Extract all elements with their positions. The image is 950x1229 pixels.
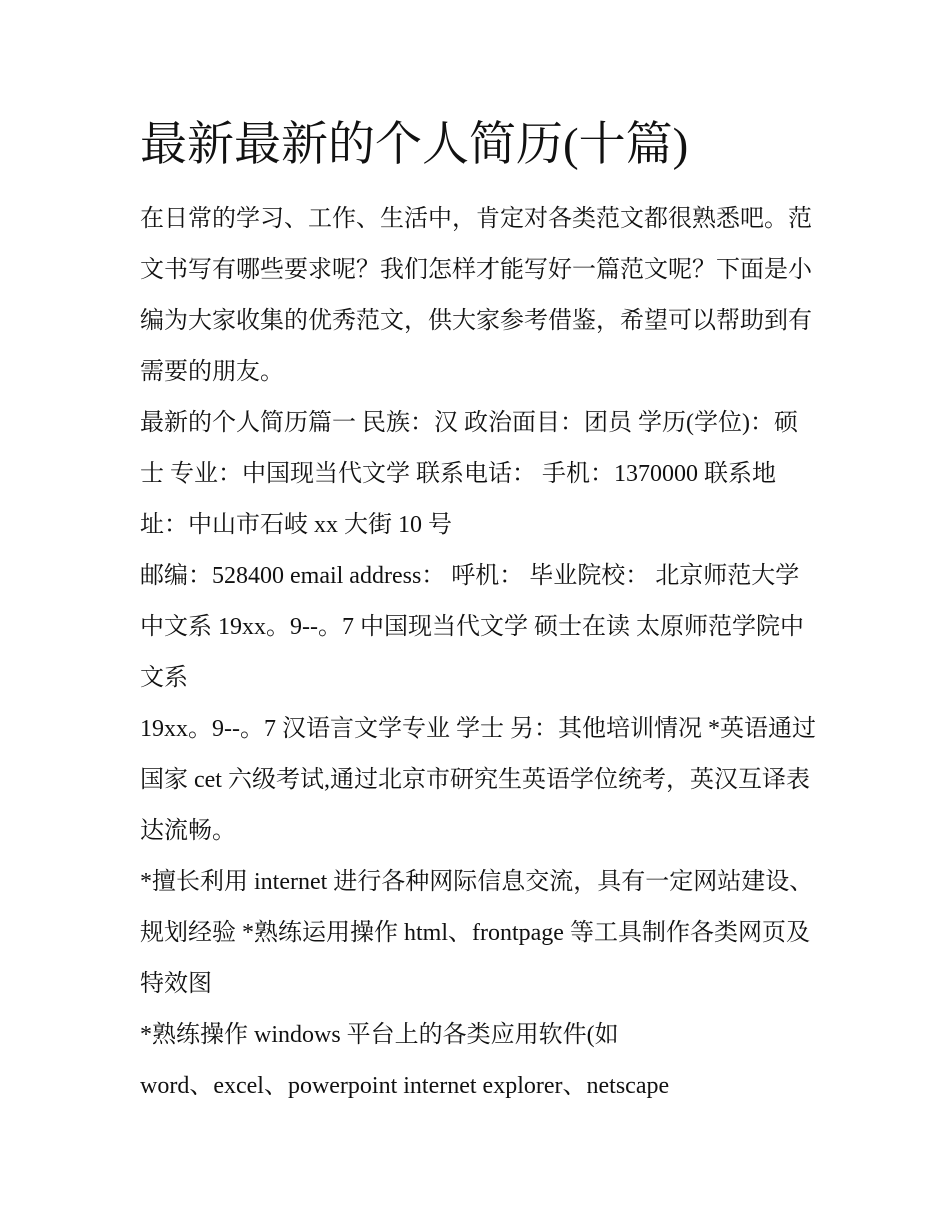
document-page (140, 110, 820, 1112)
paragraph-skills-internet: *擅长利用 internet 进行各种网际信息交流，具有一定网站建设、规划经验 *熟练运用操作 html、frontpage 等工具制作各类网页及特效图 (140, 869, 814, 997)
paragraph-intro: 在日常的学习、工作、生活中，肯定对各类范文都很熟悉吧。范文书写有哪些要求呢？我们怎样才能写好一篇范文呢？下面是小编为大家收集的优秀范文，供大家参考借鉴，希望可以帮助到有需要的朋友。 (140, 206, 812, 385)
paragraph-skills-windows: *熟练操作 windows 平台上的各类应用软件(如 (140, 1022, 619, 1048)
paragraph-education-1: 邮编：528400 email address： 呼机： 毕业院校： 北京师范大学中文系 19xx。9--。7 中国现当代文学 硕士在读 太原师范学院中文系 (140, 563, 804, 691)
document-title: 最新最新的个人简历(十篇) (140, 119, 689, 171)
paragraph-education-2: 19xx。9--。7 汉语言文学专业 学士 另：其他培训情况 *英语通过国家 cet 六级考试,通过北京市研究生英语学位统考，英汉互译表达流畅。 (140, 716, 816, 844)
paragraph-skills-software: word、excel、powerpoint internet explorer、netscape (140, 1073, 670, 1099)
paragraph-basic-info: 最新的个人简历篇一 民族：汉 政治面目：团员 学历(学位)：硕士 专业：中国现当代文学 联系电话： 手机：1370000 联系地址：中山市石岐 xx 大街 10 号 (140, 410, 798, 538)
